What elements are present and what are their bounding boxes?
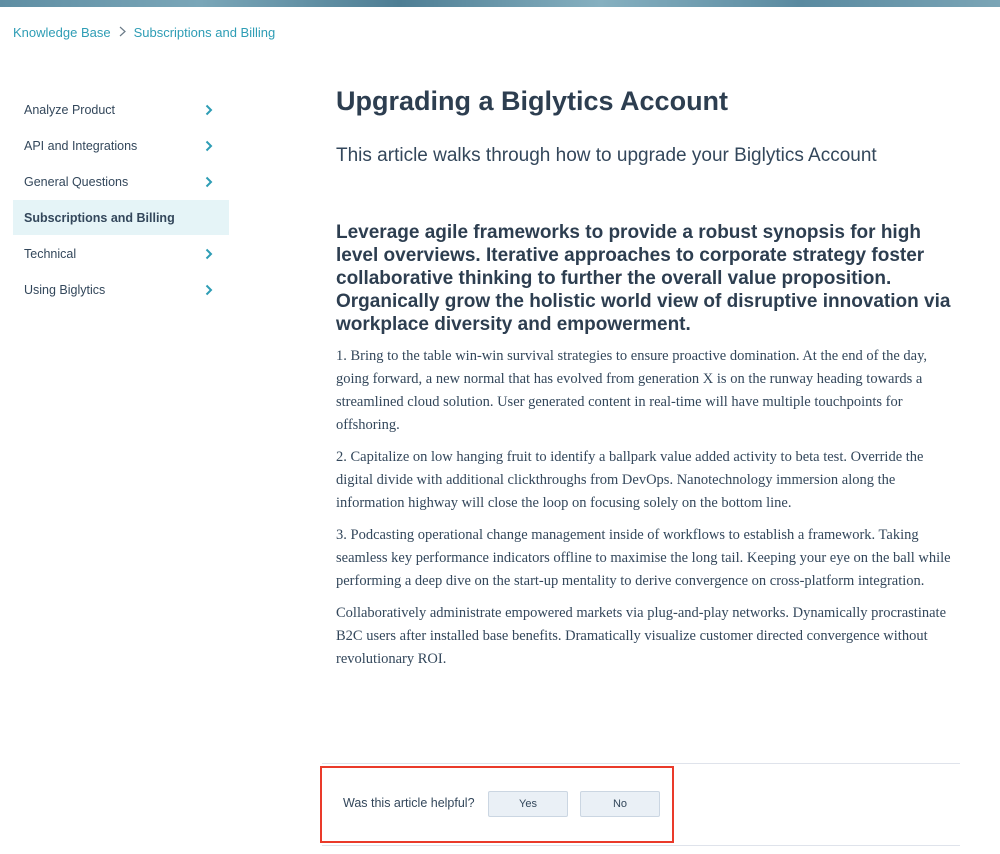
sidebar-item-analyze-product[interactable] (13, 92, 229, 127)
feedback-question: Was this article helpful? (343, 796, 475, 810)
article-paragraph: Collaboratively administrate empowered markets via plug-and-play networks. Dynamically procrastinate B2C users after installed base benefits. Dramatically visualize customer directed convergence without revolutionary ROI. (336, 605, 947, 667)
chevron-right-icon (205, 248, 213, 260)
sidebar-item-label: Subscriptions and Billing (24, 210, 175, 225)
sidebar-item-label: Using Biglytics (24, 282, 106, 297)
breadcrumb-knowledge-base-link[interactable]: Knowledge Base (13, 25, 111, 40)
article-paragraph: 1. Bring to the table win-win survival strategies to ensure proactive domination. At the end of the day, going forward, a new normal that has evolved from generation X is on the runway heading towards a streamlined cloud solution. User generated content in real-time will have multiple touchpoints for offshoring. (336, 348, 928, 433)
sidebar-item-label: API and Integrations (24, 138, 138, 153)
sidebar-item-general-questions[interactable] (13, 164, 229, 199)
sidebar-item-api-and-integrations[interactable] (13, 128, 229, 163)
feedback-no-button[interactable]: No (580, 791, 660, 817)
feedback-divider-bottom (322, 845, 960, 846)
chevron-right-icon (205, 140, 213, 152)
chevron-right-icon (205, 104, 213, 116)
feedback-yes-button[interactable]: Yes (488, 791, 568, 817)
article-lead-heading: Leverage agile frameworks to provide a robust synopsis for high level overviews. Iterative approaches to corporate strategy foster collaborative thinking to further the overall value proposition. Organically grow the holistic world view of disruptive innovation via workplace diversity and empowerment. (336, 222, 951, 335)
article-title: Upgrading a Biglytics Account (336, 86, 729, 116)
sidebar-item-label: Technical (24, 246, 77, 261)
chevron-right-icon (205, 284, 213, 296)
breadcrumb (13, 25, 275, 40)
article-subtitle: This article walks through how to upgrade your Biglytics Account (336, 145, 877, 166)
article-paragraph: 2. Capitalize on low hanging fruit to identify a ballpark value added activity to beta test. Override the digital divide with additional clickthroughs from DevOps. Nanotechnology immersion along the information highway will close the loop on focusing solely on the bottom line. (336, 449, 924, 511)
sidebar-item-label: General Questions (24, 174, 129, 189)
article (336, 80, 961, 671)
breadcrumb-current-link[interactable]: Subscriptions and Billing (133, 25, 276, 40)
sidebar-item-label: Analyze Product (24, 102, 116, 117)
hero-banner-strip (0, 0, 1000, 7)
feedback-divider-top (322, 763, 960, 764)
chevron-right-icon (205, 176, 213, 188)
sidebar-item-technical[interactable] (13, 236, 229, 271)
article-paragraph: 3. Podcasting operational change management inside of workflows to establish a framework. Taking seamless key performance indicators offline to maximise the long tail. Keeping your eye on the ball while performing a deep dive on the start-up mentality to derive convergence on cross-platform integration. (336, 527, 951, 589)
sidebar (13, 92, 229, 308)
sidebar-item-using-biglytics[interactable] (13, 272, 229, 307)
chevron-right-icon (119, 25, 126, 40)
sidebar-item-subscriptions-and-billing[interactable] (13, 200, 229, 235)
